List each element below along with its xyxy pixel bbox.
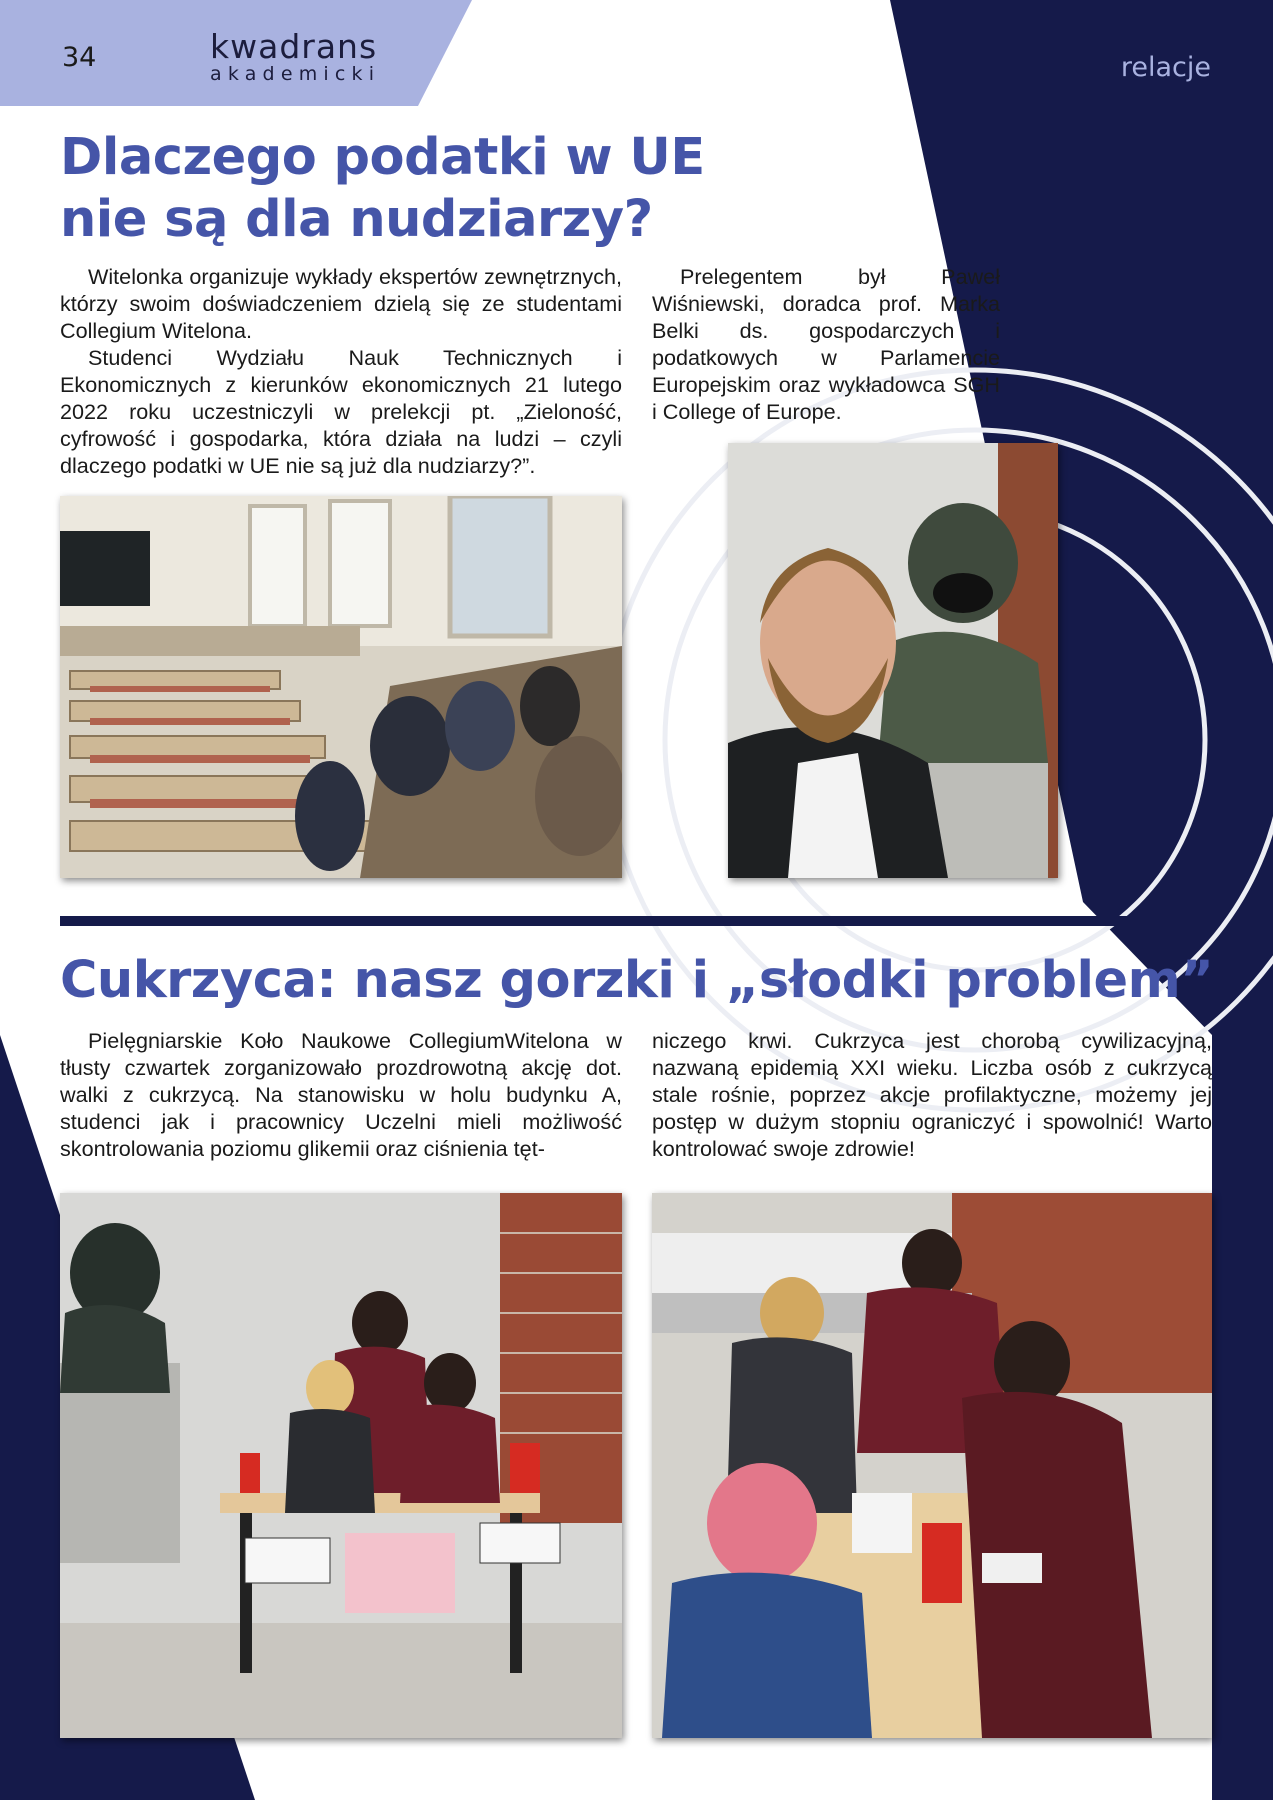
article1-paragraph: Studenci Wydziału Nauk Technicznych i Ekonomicznych z kierunków ekonomicznych 21 lutego 2022 roku uczestniczyli w prelekcji pt. „Zieloność, cyfrowość i gospodarka, która działa na ludzi – czyli dlaczego podatki w UE nie są już dla nudziarzy?”. xyxy=(60,345,622,478)
article2-column-left xyxy=(60,1027,622,1162)
speaker-selfie-photo xyxy=(728,443,1058,878)
lecture-hall-photo xyxy=(60,496,622,878)
article2-paragraph-continued: niczego krwi. Cukrzyca jest chorobą cywilizacyjną, nazwaną epidemią XXI wieku. Liczba osób z cukrzycą stale rośnie, poprzez akcje profilaktyczne, możemy jej postęp w dużym stopniu ograniczyć i spowolnić! Warto kontrolować swoje zdrowie! xyxy=(652,1028,1212,1161)
article1-paragraph: Prelegentem był Paweł Wiśniewski, doradca prof. Marka Belki ds. gospodarczych i podatkowych w Parlamencie Europejskim oraz wykładowca SGH i College of Europe. xyxy=(652,264,1000,424)
article1-paragraph: Witelonka organizuje wykłady ekspertów zewnętrznych, którzy swoim doświadczeniem dzielą się ze studentami Collegium Witelona. xyxy=(60,264,622,343)
article1-column-right xyxy=(652,263,1000,425)
section-label: relacje xyxy=(1120,52,1211,83)
article2-column-right xyxy=(652,1027,1212,1162)
article2-headline: Cukrzyca: nasz gorzki i „słodki problem” xyxy=(60,951,1214,1010)
article1-headline-line2: nie są dla nudziarzy? xyxy=(60,190,653,249)
article1-headline-line1: Dlaczego podatki w UE xyxy=(60,128,705,187)
article2-paragraph: Pielęgniarskie Koło Naukowe CollegiumWitelona w tłusty czwartek zorganizowało prozdrowotną akcję dot. walki z cukrzycą. Na stanowisku w holu budynku A, studenci jak i pracownicy Uczelni mieli możliwość skontrolowania poziomu glikemii oraz ciśnienia tęt- xyxy=(60,1028,622,1161)
diabetes-stand-photo xyxy=(60,1193,622,1738)
article1-headline xyxy=(60,127,760,251)
magazine-subtitle: akademicki xyxy=(210,63,381,85)
article1-column-left xyxy=(60,263,622,479)
page-number: 34 xyxy=(62,42,97,73)
magazine-name: kwadrans xyxy=(210,27,378,66)
section-divider xyxy=(60,916,1212,926)
glucose-test-photo xyxy=(652,1193,1212,1738)
